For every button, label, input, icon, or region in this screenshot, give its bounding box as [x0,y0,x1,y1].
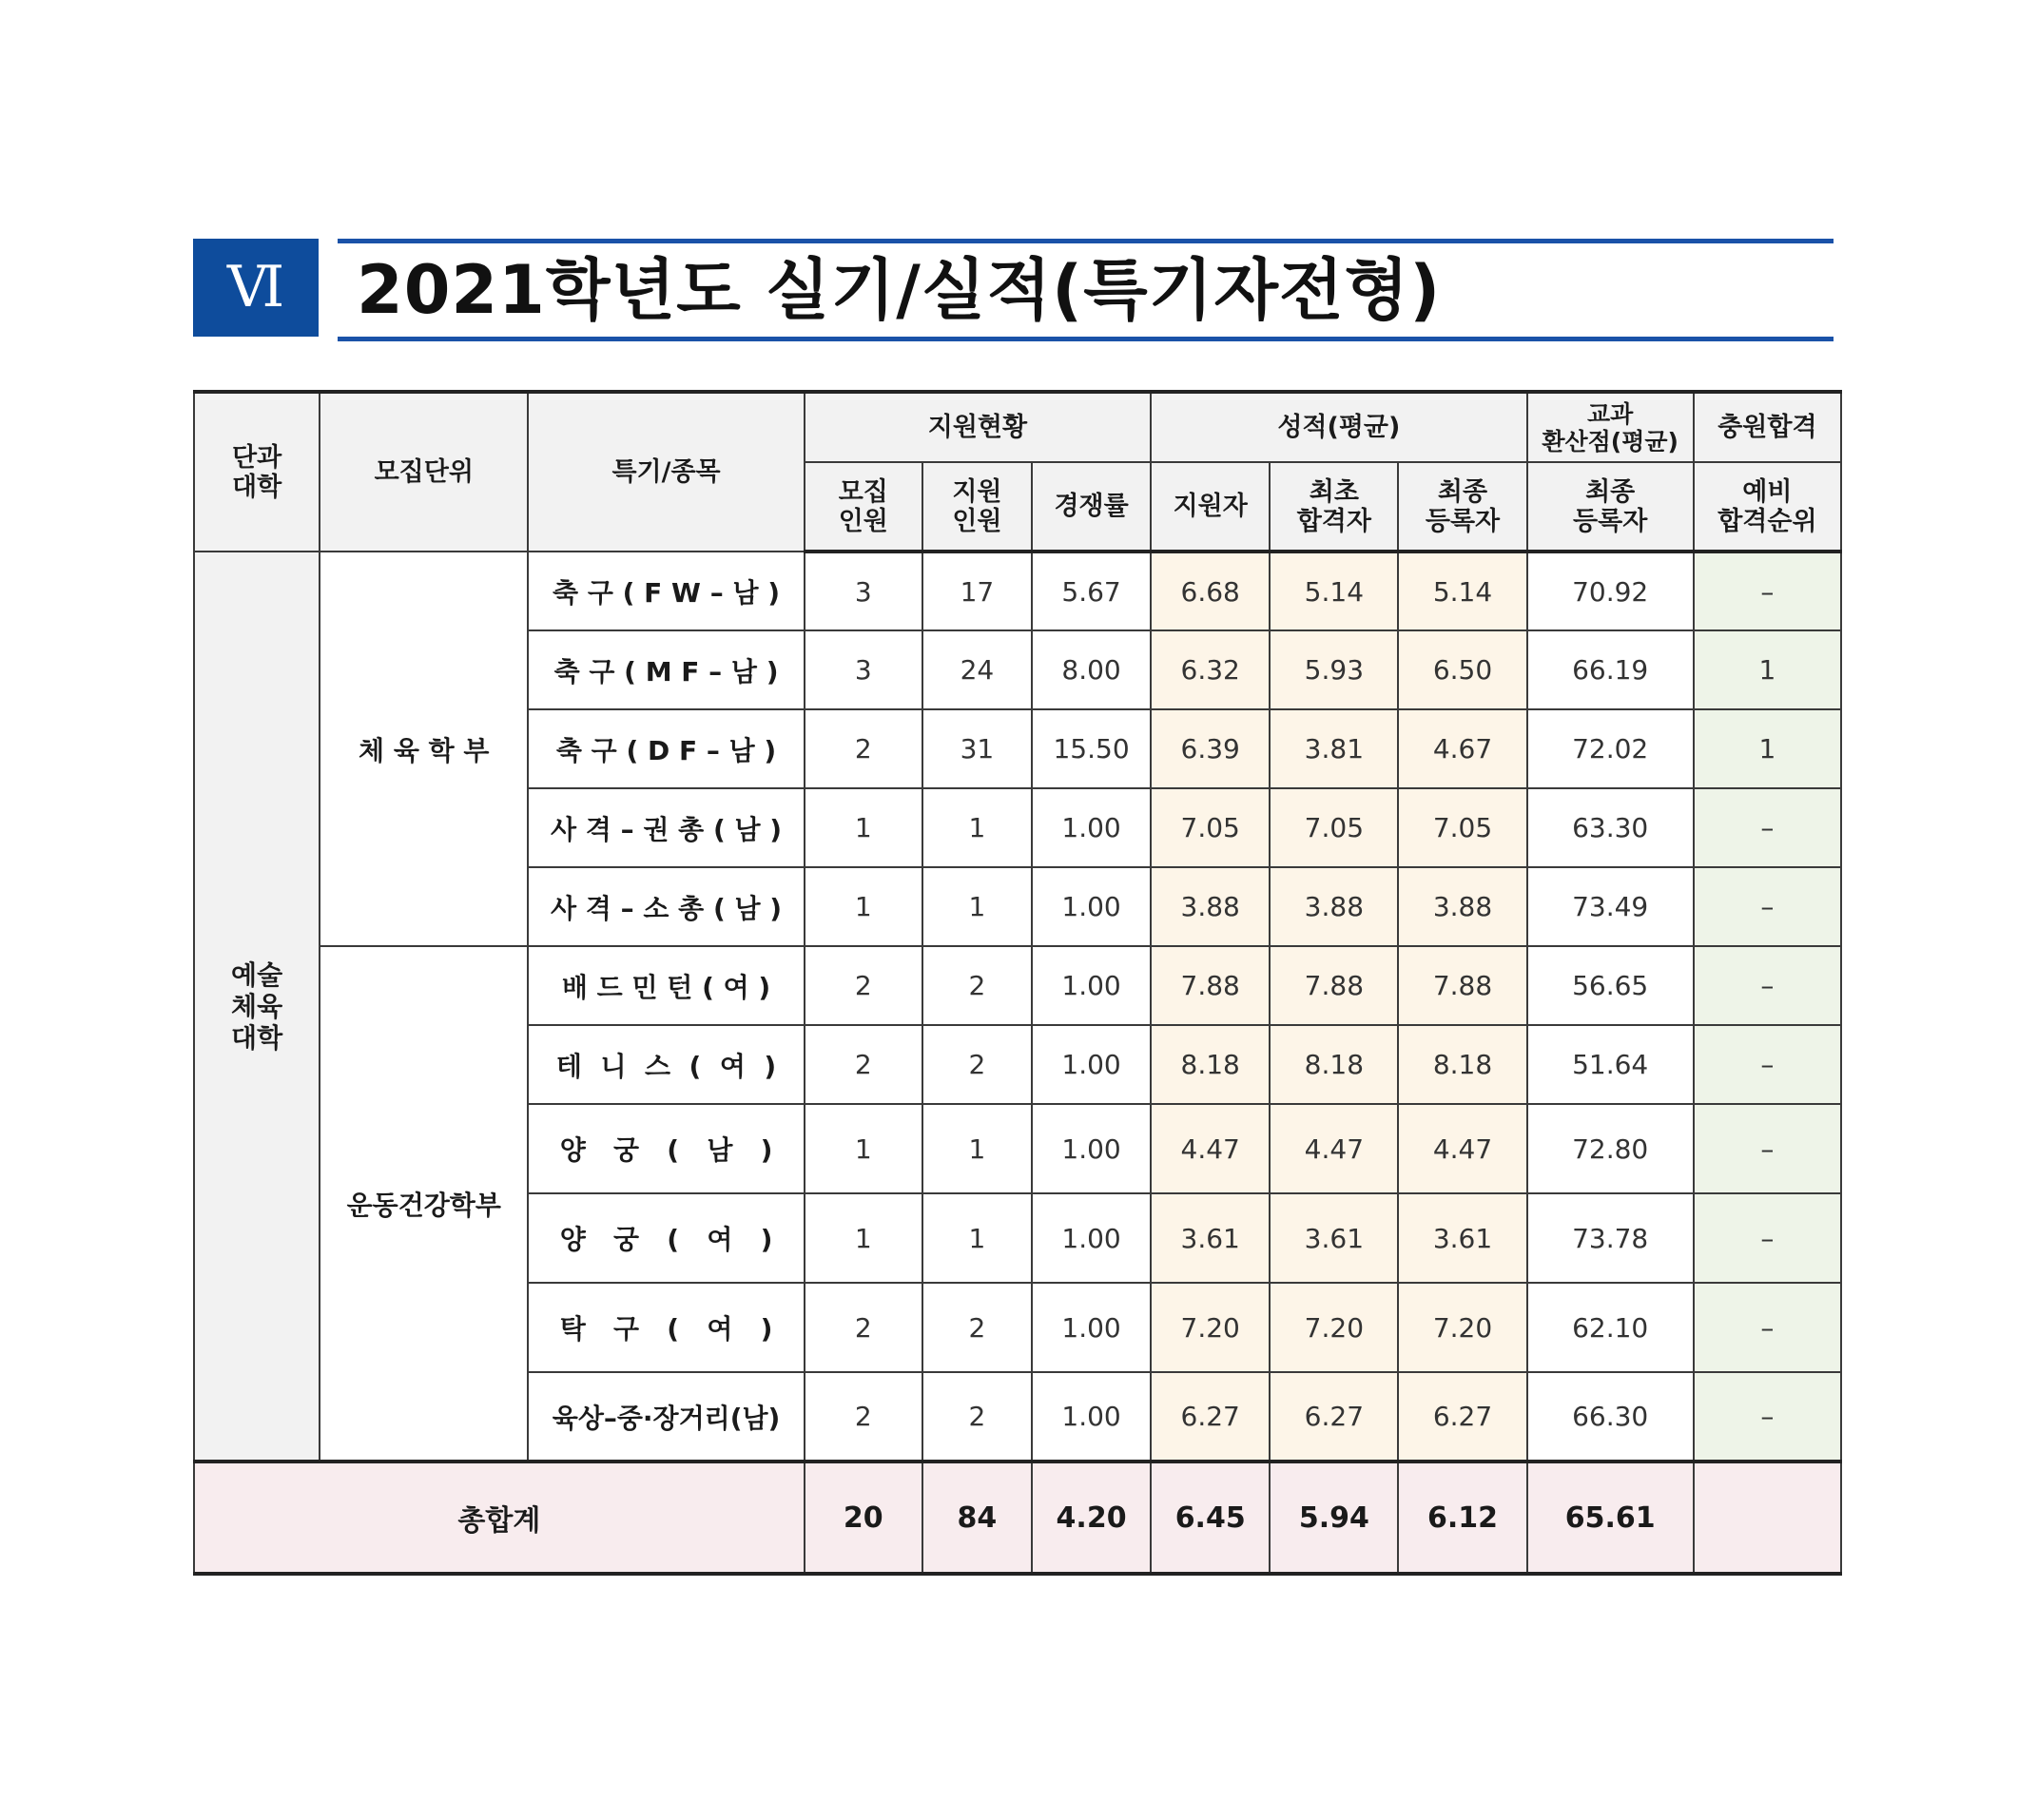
total-recruit-cell: 20 [805,1462,922,1574]
header-recruit: 모집 인원 [805,462,922,552]
table-row [194,552,1841,630]
recruit-cell: 2 [805,1372,922,1462]
ratio-cell: 15.50 [1032,709,1151,788]
recruit-cell: 2 [805,1025,922,1104]
recruit-cell: 3 [805,552,922,630]
item-cell: 축 구 ( F W – 남 ) [528,552,804,630]
converted-score-cell: 56.65 [1527,946,1694,1025]
header-college: 단과 대학 [194,392,320,552]
grade-first-cell: 7.88 [1270,946,1398,1025]
applicants-cell: 1 [922,788,1032,867]
grade-applicant-cell: 7.88 [1151,946,1270,1025]
header-conv-final: 최종 등록자 [1527,462,1694,552]
applicants-cell: 1 [922,867,1032,946]
recruit-cell: 1 [805,788,922,867]
grade-final-cell: 6.50 [1398,630,1526,709]
page-header [193,239,1834,338]
section-number-badge: Ⅵ [193,239,319,337]
recruit-cell: 1 [805,1104,922,1193]
header-additional-admission: 충원합격 [1694,392,1841,462]
grade-applicant-cell: 6.68 [1151,552,1270,630]
ratio-cell: 1.00 [1032,1283,1151,1372]
item-cell: 탁 구 ( 여 ) [528,1283,804,1372]
total-grade-applicant-cell: 6.45 [1151,1462,1270,1574]
unit-cell: 체 육 학 부 [320,552,528,946]
converted-score-cell: 70.92 [1527,552,1694,630]
total-label: 총합계 [194,1462,805,1574]
total-grade-first-cell: 5.94 [1270,1462,1398,1574]
item-cell: 양 궁 ( 남 ) [528,1104,804,1193]
grade-first-cell: 3.88 [1270,867,1398,946]
grade-first-cell: 7.05 [1270,788,1398,867]
grade-first-cell: 4.47 [1270,1104,1398,1193]
ratio-cell: 1.00 [1032,867,1151,946]
grade-applicant-cell: 6.27 [1151,1372,1270,1462]
item-cell: 축 구 ( D F – 남 ) [528,709,804,788]
wait-rank-cell: – [1694,788,1841,867]
total-converted-score-cell: 65.61 [1527,1462,1694,1574]
applicants-cell: 2 [922,1372,1032,1462]
admission-results-table [193,390,1842,1576]
grade-first-cell: 8.18 [1270,1025,1398,1104]
ratio-cell: 5.67 [1032,552,1151,630]
grade-applicant-cell: 7.05 [1151,788,1270,867]
grade-final-cell: 7.20 [1398,1283,1526,1372]
total-row [194,1462,1841,1574]
ratio-cell: 1.00 [1032,1104,1151,1193]
applicants-cell: 24 [922,630,1032,709]
applicants-cell: 2 [922,1025,1032,1104]
converted-score-cell: 51.64 [1527,1025,1694,1104]
table-row [194,946,1841,1025]
header-grade-final: 최종 등록자 [1398,462,1526,552]
converted-score-cell: 66.30 [1527,1372,1694,1462]
converted-score-cell: 72.80 [1527,1104,1694,1193]
recruit-cell: 2 [805,1283,922,1372]
grade-first-cell: 6.27 [1270,1372,1398,1462]
grade-applicant-cell: 6.39 [1151,709,1270,788]
converted-score-cell: 66.19 [1527,630,1694,709]
grade-final-cell: 6.27 [1398,1372,1526,1462]
recruit-cell: 3 [805,630,922,709]
applicants-cell: 2 [922,1283,1032,1372]
applicants-cell: 1 [922,1193,1032,1283]
converted-score-cell: 63.30 [1527,788,1694,867]
grade-applicant-cell: 8.18 [1151,1025,1270,1104]
grade-first-cell: 3.61 [1270,1193,1398,1283]
grade-first-cell: 7.20 [1270,1283,1398,1372]
header-grade-average: 성적(평균) [1151,392,1526,462]
grade-first-cell: 5.14 [1270,552,1398,630]
applicants-cell: 31 [922,709,1032,788]
header-grade-applicant: 지원자 [1151,462,1270,552]
wait-rank-cell: – [1694,552,1841,630]
wait-rank-cell: – [1694,1372,1841,1462]
grade-final-cell: 7.88 [1398,946,1526,1025]
recruit-cell: 2 [805,946,922,1025]
title-bar [338,239,1834,341]
grade-final-cell: 4.47 [1398,1104,1526,1193]
header-item: 특기/종목 [528,392,804,552]
wait-rank-cell: – [1694,1283,1841,1372]
grade-final-cell: 5.14 [1398,552,1526,630]
header-wait-rank: 예비 합격순위 [1694,462,1841,552]
applicants-cell: 2 [922,946,1032,1025]
recruit-cell: 1 [805,867,922,946]
converted-score-cell: 62.10 [1527,1283,1694,1372]
grade-final-cell: 4.67 [1398,709,1526,788]
grade-applicant-cell: 6.32 [1151,630,1270,709]
converted-score-cell: 73.49 [1527,867,1694,946]
ratio-cell: 1.00 [1032,1193,1151,1283]
applicants-cell: 1 [922,1104,1032,1193]
college-cell: 예술 체육 대학 [194,552,320,1462]
item-cell: 사 격 – 소 총 ( 남 ) [528,867,804,946]
grade-final-cell: 7.05 [1398,788,1526,867]
wait-rank-cell: – [1694,946,1841,1025]
header-converted-score: 교과 환산점(평균) [1527,392,1694,462]
recruit-cell: 1 [805,1193,922,1283]
wait-rank-cell: – [1694,867,1841,946]
grade-applicant-cell: 3.61 [1151,1193,1270,1283]
grade-applicant-cell: 4.47 [1151,1104,1270,1193]
wait-rank-cell: 1 [1694,709,1841,788]
grade-final-cell: 3.88 [1398,867,1526,946]
ratio-cell: 1.00 [1032,1025,1151,1104]
wait-rank-cell: – [1694,1025,1841,1104]
header-unit: 모집단위 [320,392,528,552]
item-cell: 축 구 ( M F – 남 ) [528,630,804,709]
header-grade-first: 최초 합격자 [1270,462,1398,552]
item-cell: 양 궁 ( 여 ) [528,1193,804,1283]
page-title: 2021학년도 실기/실적(특기자전형) [357,251,1442,329]
header-apply-status: 지원현황 [805,392,1151,462]
applicants-cell: 17 [922,552,1032,630]
total-applicants-cell: 84 [922,1462,1032,1574]
item-cell: 사 격 – 권 총 ( 남 ) [528,788,804,867]
converted-score-cell: 73.78 [1527,1193,1694,1283]
ratio-cell: 1.00 [1032,788,1151,867]
header-ratio: 경쟁률 [1032,462,1151,552]
wait-rank-cell: – [1694,1193,1841,1283]
total-ratio-cell: 4.20 [1032,1462,1151,1574]
wait-rank-cell: 1 [1694,630,1841,709]
ratio-cell: 8.00 [1032,630,1151,709]
grade-final-cell: 8.18 [1398,1025,1526,1104]
grade-final-cell: 3.61 [1398,1193,1526,1283]
item-cell: 육상–중·장거리(남) [528,1372,804,1462]
grade-first-cell: 3.81 [1270,709,1398,788]
unit-cell: 운동건강학부 [320,946,528,1462]
recruit-cell: 2 [805,709,922,788]
ratio-cell: 1.00 [1032,946,1151,1025]
total-grade-final-cell: 6.12 [1398,1462,1526,1574]
item-cell: 테 니 스 ( 여 ) [528,1025,804,1104]
grade-first-cell: 5.93 [1270,630,1398,709]
ratio-cell: 1.00 [1032,1372,1151,1462]
header-applicants: 지원 인원 [922,462,1032,552]
total-wait-rank-cell [1694,1462,1841,1574]
grade-applicant-cell: 7.20 [1151,1283,1270,1372]
wait-rank-cell: – [1694,1104,1841,1193]
converted-score-cell: 72.02 [1527,709,1694,788]
grade-applicant-cell: 3.88 [1151,867,1270,946]
item-cell: 배 드 민 턴 ( 여 ) [528,946,804,1025]
